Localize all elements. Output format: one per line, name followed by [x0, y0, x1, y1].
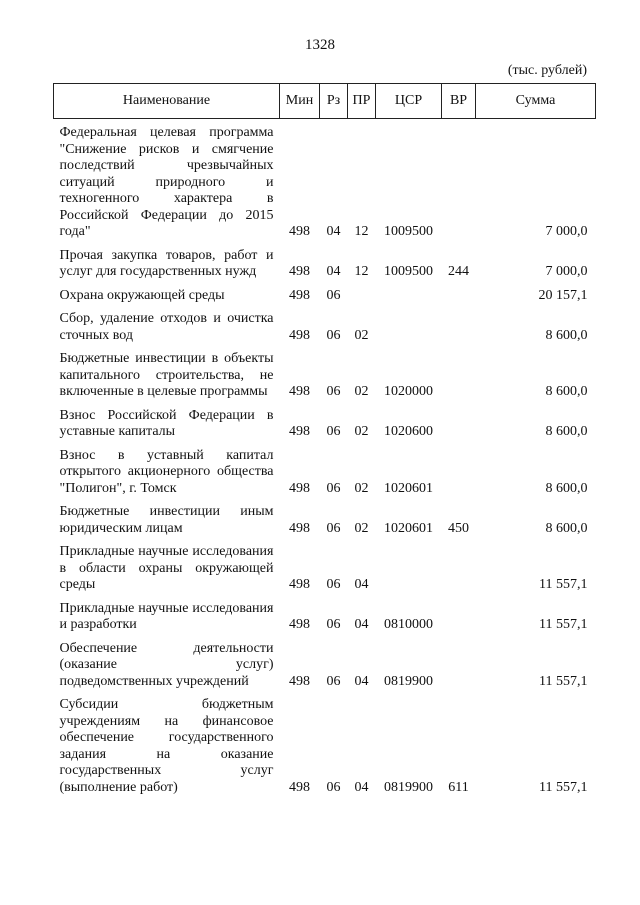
cell-rz: 06: [326, 424, 341, 439]
cell-rz: 06: [326, 480, 341, 496]
cell-pr: 02: [354, 480, 369, 496]
cell-csr: 0819900: [384, 673, 433, 689]
cell-pr: 04: [354, 617, 369, 632]
cell-rz: 06: [326, 287, 341, 303]
table-row: [54, 448, 596, 505]
table-row: [54, 601, 596, 641]
cell-vr: [442, 641, 476, 698]
page-number: 1328: [305, 37, 335, 53]
cell-name: Прочая закупка товаров, работ и услуг для государственных нужд: [59, 247, 274, 279]
cell-csr: 0819900: [384, 779, 433, 795]
header-vr: ВР: [442, 84, 476, 119]
cell-csr: [376, 311, 442, 351]
cell-rz: 06: [326, 327, 341, 343]
table-body: [54, 119, 596, 804]
cell-name: Федеральная целевая программа "Снижение рисков и смягчение последствий чрезвычайных ситуаций природного и техногенного характера в Российской Федерации до 2015 года": [59, 125, 274, 239]
cell-csr: 1020601: [384, 480, 433, 496]
cell-name: Сбор, удаление отходов и очистка сточных вод: [59, 311, 274, 343]
cell-vr: 611: [448, 779, 469, 795]
cell-sum: 11 557,1: [539, 779, 588, 795]
cell-sum: 20 157,1: [538, 287, 588, 303]
cell-rz: 06: [326, 779, 341, 795]
cell-csr: 1009500: [384, 264, 433, 279]
cell-pr: 02: [354, 520, 369, 536]
cell-name: Прикладные научные исследования и разработки: [59, 600, 274, 632]
cell-pr: 04: [354, 673, 369, 689]
cell-vr: [442, 119, 476, 248]
header-min: Мин: [280, 84, 320, 119]
cell-sum: 8 600,0: [545, 424, 588, 439]
table-row: [54, 504, 596, 544]
cell-min: 498: [289, 424, 310, 439]
cell-name: Обеспечение деятельности (оказание услуг) подведомственных учреждений: [59, 640, 274, 689]
cell-pr: 12: [354, 264, 369, 279]
table-row: [54, 408, 596, 448]
cell-pr: 02: [354, 327, 369, 343]
cell-name: Прикладные научные исследования в области охраны окружающей среды: [59, 544, 274, 592]
cell-rz: 06: [326, 384, 341, 399]
cell-name: Охрана окружающей среды: [59, 287, 225, 303]
table-row: [54, 544, 596, 601]
cell-pr: 02: [354, 424, 369, 439]
cell-pr: [348, 288, 376, 312]
cell-min: 498: [289, 480, 310, 496]
cell-rz: 06: [326, 520, 341, 536]
cell-min: 498: [289, 617, 310, 632]
cell-name: Взнос Российской Федерации в уставные капиталы: [59, 407, 274, 439]
cell-csr: 1020601: [384, 520, 433, 536]
cell-name: Субсидии бюджетным учреждениям на финансовое обеспечение государственного задания на оказание государственных услуг (выполнение работ): [59, 697, 274, 795]
table-row: [54, 248, 596, 288]
cell-sum: 11 557,1: [539, 617, 588, 632]
cell-vr: [442, 408, 476, 448]
cell-name: Бюджетные инвестиции в объекты капитального строительства, не включенные в целевые программы: [59, 351, 274, 399]
cell-min: 498: [289, 577, 310, 592]
cell-sum: 11 557,1: [539, 577, 588, 592]
cell-csr: 1020000: [384, 384, 433, 399]
header-pr: ПР: [348, 84, 376, 119]
cell-vr: [442, 544, 476, 601]
cell-vr: 450: [448, 520, 469, 536]
table-row: [54, 119, 596, 248]
cell-rz: 04: [326, 264, 341, 279]
cell-min: 498: [289, 264, 310, 279]
table-row: [54, 288, 596, 312]
table-row: [54, 641, 596, 698]
header-name: Наименование: [54, 84, 280, 119]
cell-rz: 06: [326, 617, 341, 632]
cell-pr: 02: [354, 384, 369, 399]
cell-pr: 04: [354, 779, 369, 795]
cell-min: 498: [289, 673, 310, 689]
budget-table: [53, 83, 596, 803]
header-csr: ЦСР: [376, 84, 442, 119]
cell-rz: 06: [326, 673, 341, 689]
cell-sum: 7 000,0: [545, 264, 588, 279]
cell-rz: 06: [326, 577, 341, 592]
cell-sum: 8 600,0: [545, 327, 588, 343]
cell-vr: [442, 448, 476, 505]
cell-csr: 0810000: [384, 617, 433, 632]
units-note: (тыс. рублей): [507, 63, 587, 78]
cell-min: 498: [289, 384, 310, 399]
cell-min: 498: [289, 327, 310, 343]
cell-name: Бюджетные инвестиции иным юридическим лицам: [59, 504, 274, 536]
table-row: [54, 697, 596, 803]
cell-vr: [442, 351, 476, 408]
cell-vr: 244: [448, 264, 469, 279]
cell-pr: 04: [354, 577, 369, 592]
cell-vr: [442, 311, 476, 351]
table-row: [54, 351, 596, 408]
cell-name: Взнос в уставный капитал открытого акционерного общества "Полигон", г. Томск: [59, 447, 274, 496]
cell-csr: [376, 544, 442, 601]
cell-rz: 04: [326, 224, 341, 239]
cell-min: 498: [289, 520, 310, 536]
table-row: [54, 311, 596, 351]
cell-sum: 8 600,0: [545, 480, 588, 496]
header-rz: Рз: [320, 84, 348, 119]
cell-vr: [442, 601, 476, 641]
cell-sum: 7 000,0: [545, 224, 588, 239]
cell-vr: [442, 288, 476, 312]
cell-csr: 1009500: [384, 224, 433, 239]
cell-sum: 8 600,0: [545, 520, 588, 536]
cell-sum: 11 557,1: [539, 673, 588, 689]
cell-csr: 1020600: [384, 424, 433, 439]
header-sum: Сумма: [476, 84, 596, 119]
cell-min: 498: [289, 224, 310, 239]
cell-min: 498: [289, 287, 310, 303]
cell-csr: [376, 288, 442, 312]
cell-sum: 8 600,0: [545, 384, 588, 399]
cell-pr: 12: [354, 224, 369, 239]
table-header-row: [54, 84, 596, 119]
cell-min: 498: [289, 779, 310, 795]
